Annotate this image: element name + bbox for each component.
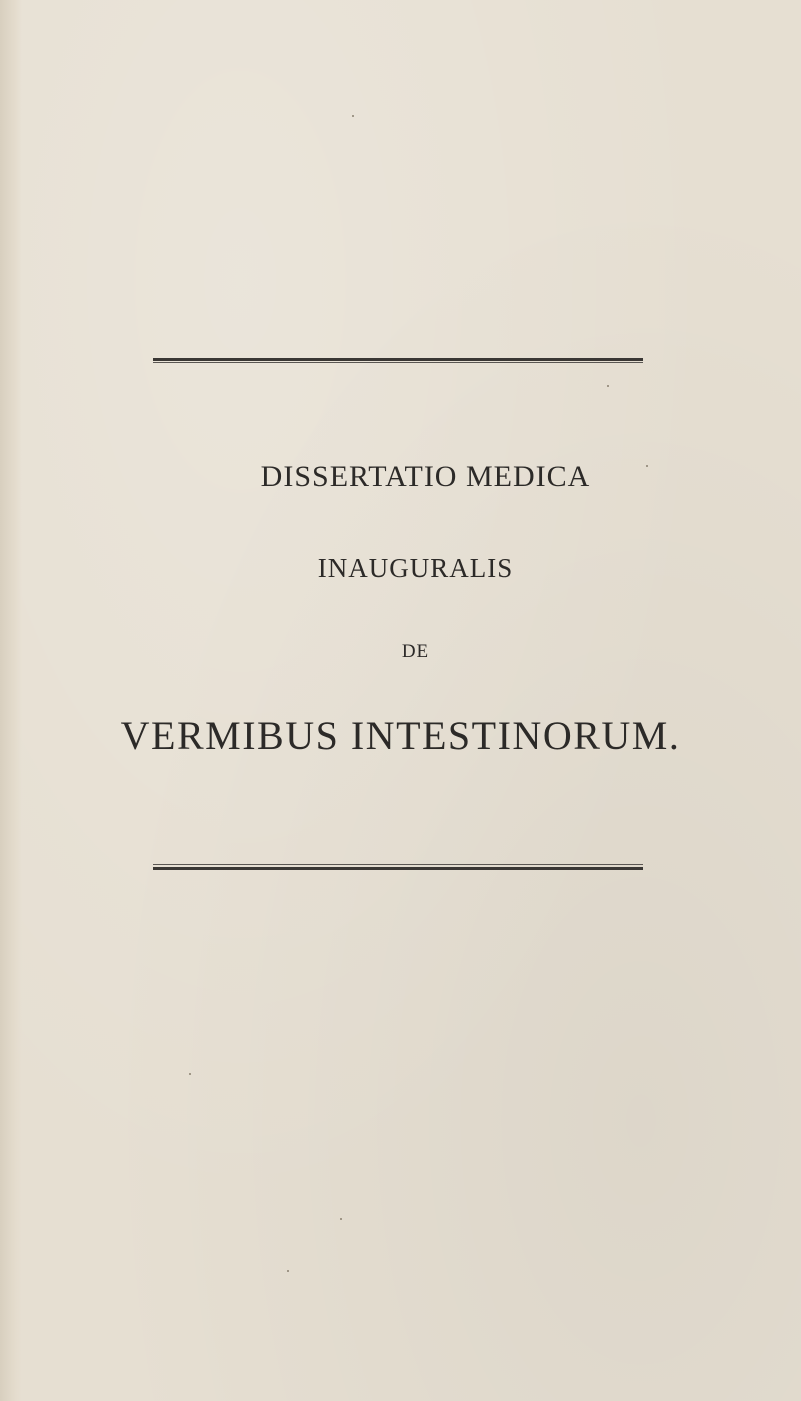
title-line-dissertatio-medica: DISSERTATIO MEDICA (260, 460, 591, 493)
paper-speck (189, 1073, 191, 1075)
bottom-double-rule (153, 864, 643, 870)
title-line-de: DE (401, 641, 430, 662)
top-rule-thick-line (153, 358, 643, 361)
paper-speck (607, 385, 609, 387)
top-rule-thin-line (153, 362, 643, 363)
paper-speck (352, 115, 354, 117)
paper-speck (646, 465, 648, 467)
paper-speck (340, 1218, 342, 1220)
paper-speck (287, 1270, 289, 1272)
bottom-rule-thin-line (153, 864, 643, 865)
bottom-rule-thick-line (153, 867, 643, 870)
title-line-inauguralis: INAUGURALIS (317, 553, 514, 583)
page-edge-shadow (0, 0, 22, 1401)
title-line-vermibus-intestinorum: VERMIBUS INTESTINORUM. (120, 713, 681, 758)
top-double-rule (153, 358, 643, 364)
